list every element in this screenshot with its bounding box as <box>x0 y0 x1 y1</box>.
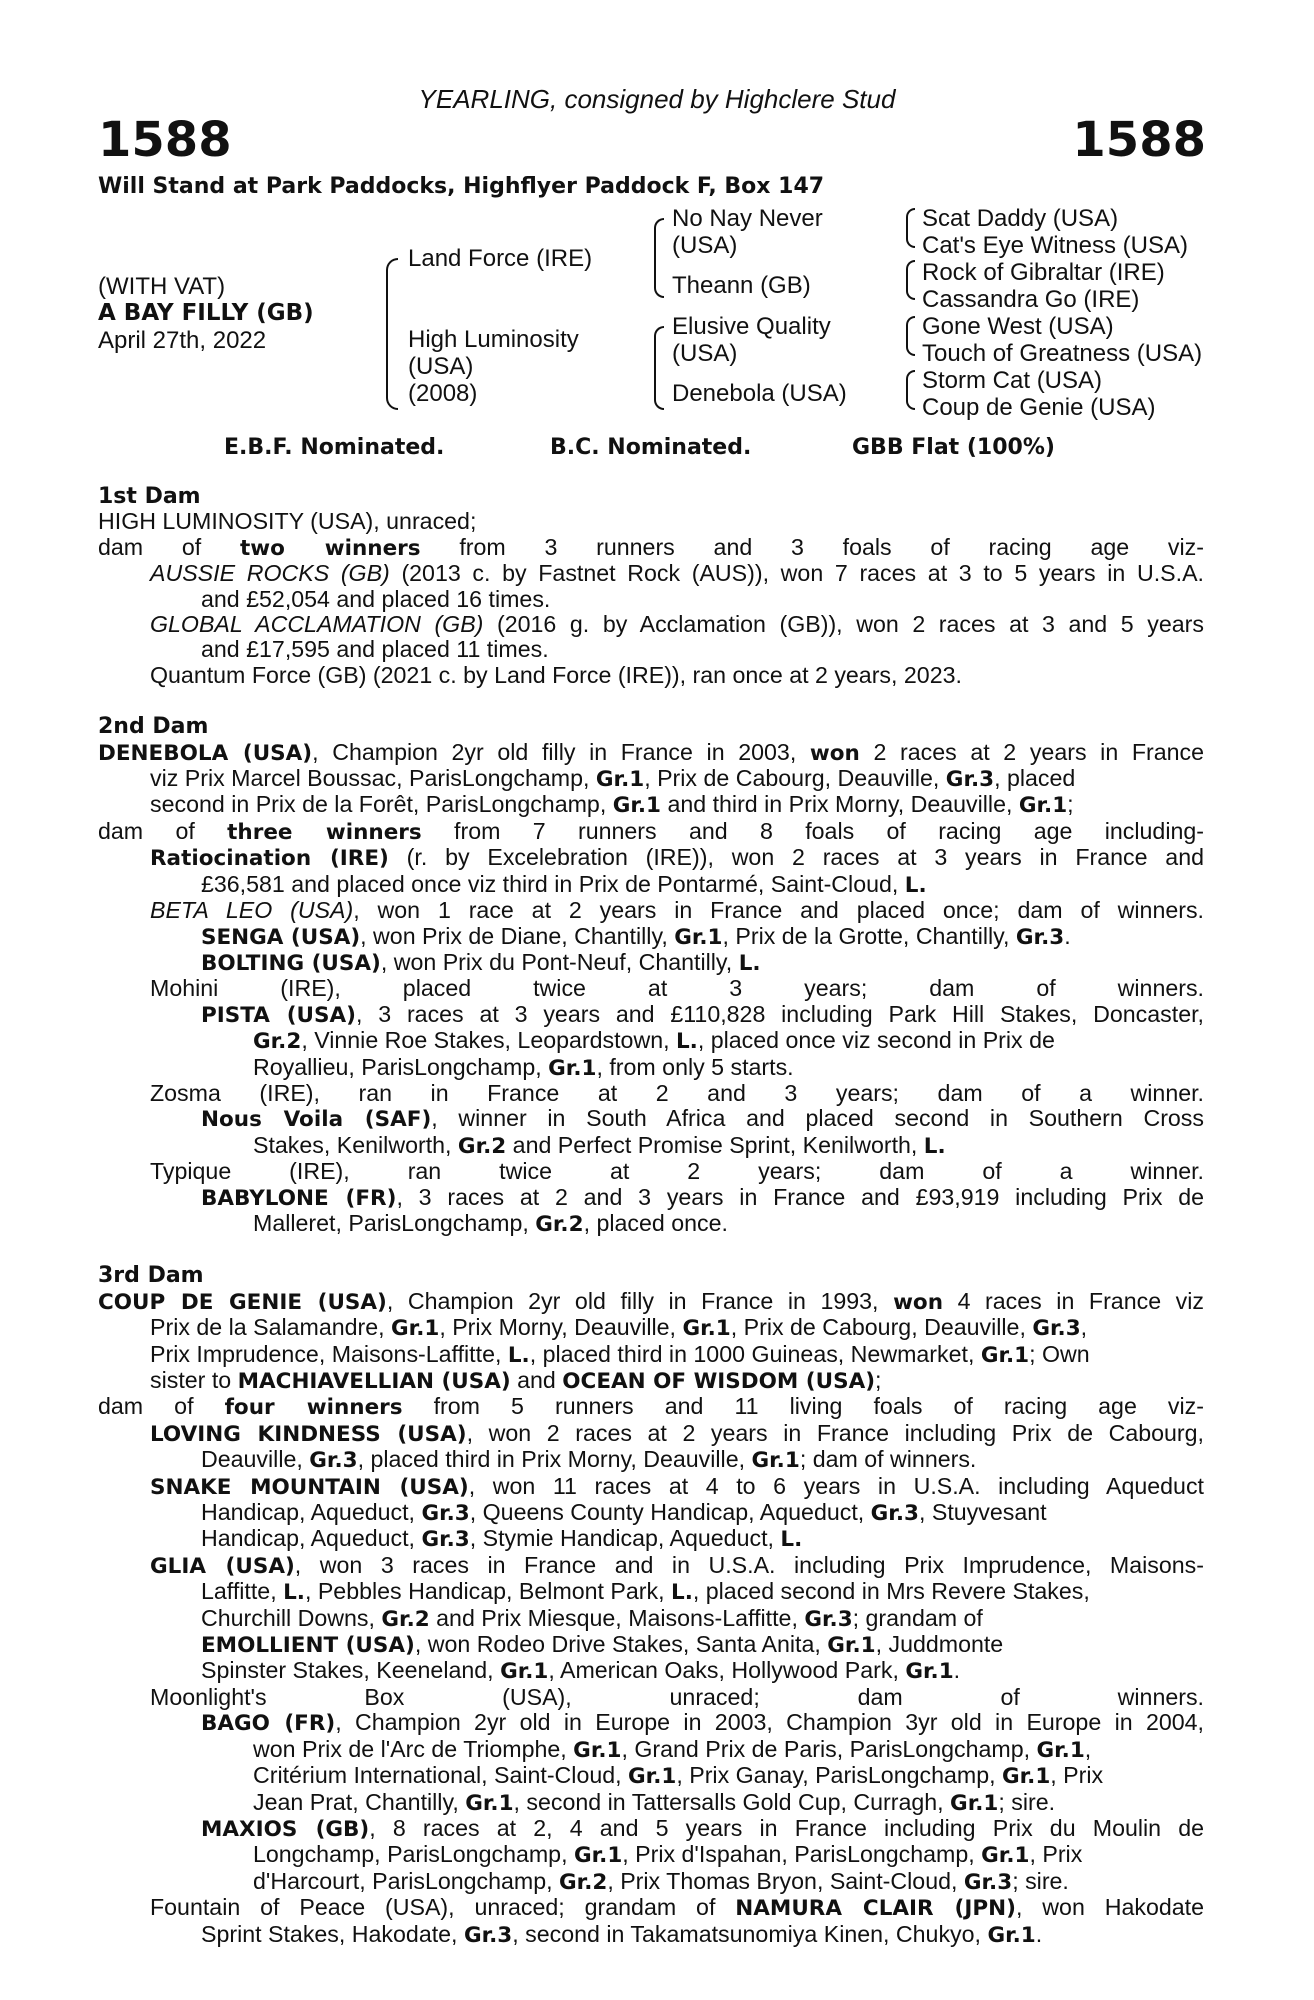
dam2-section <box>98 740 1204 1238</box>
dam2-line: DENEBOLA (USA), Champion 2yr old filly in France in 2003, won 2 races at 2 years in France <box>98 739 1204 766</box>
ss-sire: Scat Daddy (USA) <box>922 205 1119 232</box>
dam3-line: MAXIOS (GB), 8 races at 2, 4 and 5 years in France including Prix du Moulin de <box>201 1815 1204 1842</box>
dam2-line: BETA LEO (USA), won 1 race at 2 years in France and placed once; dam of winners. <box>150 898 1204 924</box>
brace-dd <box>906 370 915 410</box>
dam2-line: viz Prix Marcel Boussac, ParisLongchamp, Gr.1, Prix de Cabourg, Deauville, Gr.3, placed <box>150 766 1076 793</box>
dam2-line: Royallieu, ParisLongchamp, Gr.1, from only 5 starts. <box>253 1054 794 1081</box>
dam-dam: Denebola (USA) <box>672 380 847 407</box>
dam3-line: sister to MACHIAVELLIAN (USA) and OCEAN OF WISDOM (USA); <box>150 1368 882 1394</box>
dam1-line: HIGH LUMINOSITY (USA), unraced; <box>98 509 477 535</box>
dam2-line: PISTA (USA), 3 races at 3 years and £110,828 including Park Hill Stakes, Doncaster, <box>201 1001 1204 1028</box>
dam2-heading: 2nd Dam <box>98 714 209 740</box>
dam2-line: £36,581 and placed once viz third in Prix de Pontarmé, Saint-Cloud, L. <box>201 871 927 898</box>
dam3-line: Critérium International, Saint-Cloud, Gr.1, Prix Ganay, ParisLongchamp, Gr.1, Prix <box>253 1763 1104 1790</box>
dam3-line: Spinster Stakes, Keeneland, Gr.1, American Oaks, Hollywood Park, Gr.1. <box>201 1658 961 1685</box>
dam3-line: GLIA (USA), won 3 races in France and in U.S.A. including Prix Imprudence, Maisons- <box>150 1552 1204 1579</box>
brace-sd <box>906 260 915 300</box>
dam2-line: dam of three winners from 7 runners and 8 foals of racing age including- <box>98 818 1204 845</box>
foaling-date: April 27th, 2022 <box>98 327 267 354</box>
brace-dam <box>654 326 664 410</box>
dam3-line: Jean Prat, Chantilly, Gr.1, second in Tattersalls Gold Cup, Curragh, Gr.1; sire. <box>253 1789 1056 1816</box>
dam2-line: BABYLONE (FR), 3 races at 2 and 3 years in France and £93,919 including Prix de <box>201 1184 1204 1211</box>
dam3-line: LOVING KINDNESS (USA), won 2 races at 2 years in France including Prix de Cabourg, <box>150 1420 1204 1447</box>
sire-sire-1: No Nay Never <box>672 205 823 232</box>
dam1-line: and £17,595 and placed 11 times. <box>201 637 549 663</box>
dam3-line: EMOLLIENT (USA), won Rodeo Drive Stakes, Santa Anita, Gr.1, Juddmonte <box>201 1632 1004 1659</box>
dam-line-3: (2008) <box>408 380 478 407</box>
dam1-line: AUSSIE ROCKS (GB) (2013 c. by Fastnet Rock (AUS)), won 7 races at 3 to 5 years in U.S.A. <box>150 561 1204 587</box>
dam1-section <box>98 509 1204 688</box>
dam3-line: Moonlight's Box (USA), unraced; dam of winners. <box>150 1684 1204 1710</box>
dam3-line: SNAKE MOUNTAIN (USA), won 11 races at 4 to 6 years in U.S.A. including Aqueduct <box>150 1473 1204 1500</box>
dam1-line: and £52,054 and placed 16 times. <box>201 586 551 612</box>
stand-location: Will Stand at Park Paddocks, Highflyer Paddock F, Box 147 <box>98 174 825 199</box>
dam3-line: d'Harcourt, ParisLongchamp, Gr.2, Prix Thomas Bryon, Saint-Cloud, Gr.3; sire. <box>253 1868 1069 1895</box>
dam2-line: Malleret, ParisLongchamp, Gr.2, placed once. <box>253 1210 728 1237</box>
ebf-nomination: E.B.F. Nominated. <box>224 435 445 460</box>
dam3-line: Longchamp, ParisLongchamp, Gr.1, Prix d'Ispahan, ParisLongchamp, Gr.1, Prix <box>253 1842 1083 1869</box>
bc-nomination: B.C. Nominated. <box>550 435 752 460</box>
brace-ds <box>906 316 915 356</box>
dam-lines <box>98 484 1204 1948</box>
dam2-line: Gr.2, Vinnie Roe Stakes, Leopardstown, L., placed once viz second in Prix de <box>253 1028 1055 1055</box>
dam3-line: Handicap, Aqueduct, Gr.3, Queens County Handicap, Aqueduct, Gr.3, Stuyvesant <box>201 1500 1047 1527</box>
horse-name: A BAY FILLY (GB) <box>98 300 314 326</box>
dam2-line: Nous Voila (SAF), winner in South Africa and placed second in Southern Cross <box>201 1106 1204 1133</box>
brace-gen1 <box>386 258 398 410</box>
sd-sire: Rock of Gibraltar (IRE) <box>922 259 1165 286</box>
dam3-line: Churchill Downs, Gr.2 and Prix Miesque, Maisons-Laffitte, Gr.3; grandam of <box>201 1605 983 1632</box>
dam3-line: Fountain of Peace (USA), unraced; grandam of NAMURA CLAIR (JPN), won Hakodate <box>150 1895 1204 1922</box>
dam3-line: COUP DE GENIE (USA), Champion 2yr old filly in France in 1993, won 4 races in France viz <box>98 1288 1204 1315</box>
ds-sire: Gone West (USA) <box>922 313 1114 340</box>
brace-sire <box>654 218 664 298</box>
vat-note: (WITH VAT) <box>98 273 226 300</box>
dam3-line: Deauville, Gr.3, placed third in Prix Morny, Deauville, Gr.1; dam of winners. <box>201 1447 977 1474</box>
dam3-line: BAGO (FR), Champion 2yr old in Europe in 2003, Champion 3yr old in Europe in 2004, <box>201 1710 1204 1737</box>
dam2-line: Typique (IRE), ran twice at 2 years; dam of a winner. <box>150 1159 1204 1185</box>
dam1-line: Quantum Force (GB) (2021 c. by Land Force (IRE)), ran once at 2 years, 2023. <box>150 662 962 688</box>
dd-dam: Coup de Genie (USA) <box>922 394 1156 421</box>
dam-line-2: (USA) <box>408 353 474 380</box>
dam3-section <box>98 1289 1204 1948</box>
dam2-line: Mohini (IRE), placed twice at 3 years; dam of winners. <box>150 976 1204 1002</box>
dam2-line: second in Prix de la Forêt, ParisLongchamp, Gr.1 and third in Prix Morny, Deauville, Gr.1; <box>150 792 1074 819</box>
dam3-heading: 3rd Dam <box>98 1263 204 1289</box>
sire-dam: Theann (GB) <box>672 272 811 299</box>
dam2-line: SENGA (USA), won Prix de Diane, Chantilly, Gr.1, Prix de la Grotte, Chantilly, Gr.3. <box>201 923 1071 950</box>
dam3-line: Laffitte, L., Pebbles Handicap, Belmont Park, L., placed second in Mrs Revere Stakes, <box>201 1579 1090 1606</box>
sire-sire-2: (USA) <box>672 232 738 259</box>
sire: Land Force (IRE) <box>408 245 593 272</box>
page-header: YEARLING, consigned by Highclere Stud <box>418 84 896 114</box>
dam2-line: Stakes, Kenilworth, Gr.2 and Perfect Promise Sprint, Kenilworth, L. <box>253 1132 946 1159</box>
dam1-line: dam of two winners from 3 runners and 3 foals of racing age viz- <box>98 534 1204 561</box>
dam1-line: GLOBAL ACCLAMATION (GB) (2016 g. by Acclamation (GB)), won 2 races at 3 and 5 years <box>150 612 1204 638</box>
dam1-heading: 1st Dam <box>98 484 201 509</box>
dam2-line: BOLTING (USA), won Prix du Pont-Neuf, Chantilly, L. <box>201 949 761 976</box>
dam3-line: Handicap, Aqueduct, Gr.3, Stymie Handicap, Aqueduct, L. <box>201 1526 803 1553</box>
dam3-line: Prix Imprudence, Maisons-Laffitte, L., placed third in 1000 Guineas, Newmarket, Gr.1; Own <box>150 1341 1090 1368</box>
dam3-line: dam of four winners from 5 runners and 11 living foals of racing age viz- <box>98 1394 1204 1421</box>
dam2-line: Zosma (IRE), ran in France at 2 and 3 years; dam of a winner. <box>150 1080 1204 1106</box>
ss-dam: Cat's Eye Witness (USA) <box>922 232 1188 259</box>
dam3-line: Prix de la Salamandre, Gr.1, Prix Morny, Deauville, Gr.1, Prix de Cabourg, Deauville, Gr.3, <box>150 1315 1088 1342</box>
brace-ss <box>906 208 915 248</box>
dam2-line: Ratiocination (IRE) (r. by Excelebration (IRE)), won 2 races at 3 years in France and <box>150 845 1204 872</box>
lot-number-left: 1588 <box>98 112 232 168</box>
sd-dam: Cassandra Go (IRE) <box>922 286 1140 313</box>
dam-sire-1: Elusive Quality <box>672 313 831 340</box>
lot-number-right: 1588 <box>1072 112 1206 168</box>
dd-sire: Storm Cat (USA) <box>922 367 1103 394</box>
dam3-line: won Prix de l'Arc de Triomphe, Gr.1, Grand Prix de Paris, ParisLongchamp, Gr.1, <box>253 1736 1092 1763</box>
dam-sire-2: (USA) <box>672 340 738 367</box>
dam3-line: Sprint Stakes, Hakodate, Gr.3, second in Takamatsunomiya Kinen, Chukyo, Gr.1. <box>201 1921 1043 1948</box>
gbb-flat: GBB Flat (100%) <box>852 435 1055 460</box>
ds-dam: Touch of Greatness (USA) <box>922 340 1203 367</box>
dam-line-1: High Luminosity <box>408 326 579 353</box>
